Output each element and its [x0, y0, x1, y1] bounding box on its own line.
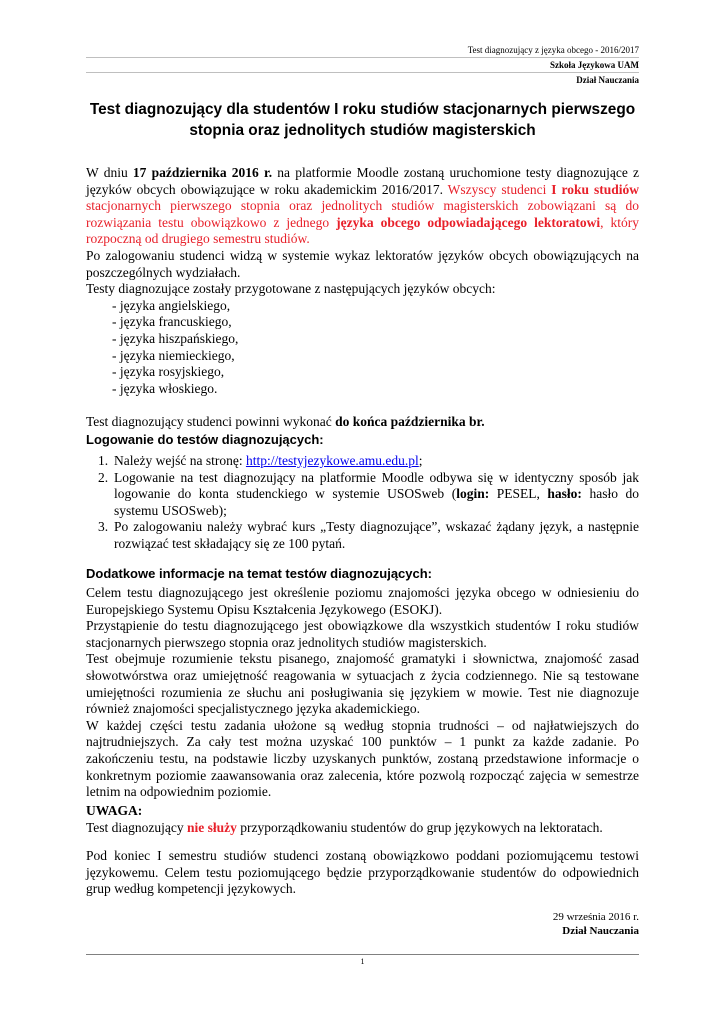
language-item: - języka włoskiego.: [112, 380, 218, 396]
warning-section: [86, 803, 639, 836]
info-heading: Dodatkowe informacje na temat testów diagnozujących:: [86, 566, 433, 581]
header-divider: [86, 72, 639, 73]
info-paragraph: Przystąpienie do testu diagnozującego jest obowiązkowe dla wszystkich studentów I roku studiów stacjonarnych pierwszego stopnia oraz jednolitych studiów magisterskich.: [86, 618, 639, 650]
login-step: 2. Logowanie na test diagnozujący na platformie Moodle odbywa się w identyczny sposób jak logowanie do konta studenckiego w systemie USOSweb (login: PESEL, hasło: hasło do systemu USOSweb);: [98, 469, 640, 518]
intro-section: [86, 165, 639, 431]
header-doc-title: Test diagnozujący z języka obcego - 2016/2017: [467, 45, 639, 55]
login-step: 1. Należy wejść na stronę: http://testyjezykowe.amu.edu.pl;: [98, 453, 423, 468]
language-item: - języka angielskiego,: [112, 297, 231, 313]
languages-intro: Testy diagnozujące zostały przygotowane z następujących języków obcych:: [86, 281, 496, 297]
info-paragraph: W każdej części testu zadania ułożone są według stopnia trudności – od najłatwiejszych do najtrudniejszych. Za cały test można uzyskać 100 punktów – 1 punkt za każde zadanie. Po zakończeniu testu, na podstawie liczby uzyskanych punktów, zostaną przedstawione informacje o konkretnym poziomie zaawansowania oraz zalecenia, które pozwolą rozpocząć zajęcia w semestrze letnim na odpowiednim poziomie.: [86, 717, 639, 800]
info-paragraph: Test obejmuje rozumienie tekstu pisanego, znajomość gramatyki i słownictwa, znajomość zasad słowotwórstwa oraz umiejętność reagowania w sytuacjach z życia codziennego. Nie są testowane umiejętności rozumienia ze słuchu ani posługiwania się językiem w mowie. Test nie diagnozuje również znajomości specjalistycznego języka akademickiego.: [86, 651, 639, 717]
document-title-line: Test diagnozujący dla studentów I roku studiów stacjonarnych pierwszego: [89, 101, 636, 118]
info-section: [86, 585, 639, 801]
language-item: - języka niemieckiego,: [112, 347, 235, 363]
deadline-paragraph: Test diagnozujący studenci powinni wykonać do końca października br.: [86, 414, 485, 430]
login-step: 3. Po zalogowaniu należy wybrać kurs „Testy diagnozujące”, wskazać żądany język, a następnie rozwiązać test składający się ze 100 pytań.: [98, 519, 639, 551]
header-school: Szkoła Językowa UAM: [550, 60, 639, 70]
document-date: 29 września 2016 r.: [552, 911, 639, 923]
closing-paragraph: Pod koniec I semestru studiów studenci zostaną obowiązkowo poddani poziomującemu testowi językowemu. Celem testu poziomującego będzie przyporządkowanie studentów do odpowiednich grup według kompetencji językowych.: [86, 848, 639, 897]
header-department: Dział Nauczania: [576, 75, 639, 85]
language-item: - języka rosyjskiego,: [112, 364, 225, 380]
moodle-paragraph: Po zalogowaniu studenci widzą w systemie wykaz lektoratów języków obcych obowiązujących na poszczególnych wydziałach.: [86, 247, 639, 280]
header-divider: [86, 57, 639, 58]
language-item: - języka hiszpańskiego,: [112, 330, 239, 346]
login-steps: [86, 453, 639, 553]
document-title: [86, 99, 639, 141]
login-heading: Logowanie do testów diagnozujących:: [86, 432, 324, 447]
warning-label: UWAGA:: [86, 803, 143, 818]
footer-divider: [86, 954, 639, 955]
document-title-line: stopnia oraz jednolitych studiów magisterskich: [189, 122, 536, 139]
warning-text: Test diagnozujący nie służy przyporządkowaniu studentów do grup językowych na lektoratach.: [86, 819, 603, 835]
intro-paragraph: W dniu 17 października 2016 r. na platformie Moodle zostaną uruchomione testy diagnozujące z języków obcych obowiązujące w roku akademickim 2016/2017. Wszyscy studenci I roku studiów stacjonarnych pierwszego stopnia oraz jednolitych studiów magisterskich zobowiązani są do rozwiązania testu obowiązkowo z jednego języka obcego odpowiadającego lektoratowi, który rozpoczną od drugiego semestru studiów.: [86, 165, 639, 247]
language-item: - języka francuskiego,: [112, 314, 232, 330]
info-paragraph: Celem testu diagnozującego jest określenie poziomu znajomości języka obcego w odniesieniu do Europejskiego Systemu Opisu Kształcenia Językowego (ESOKJ).: [86, 585, 639, 617]
testy-link[interactable]: http://testyjezykowe.amu.edu.pl: [245, 453, 419, 468]
page-number: 1: [360, 957, 365, 966]
signature: Dział Nauczania: [562, 925, 639, 937]
